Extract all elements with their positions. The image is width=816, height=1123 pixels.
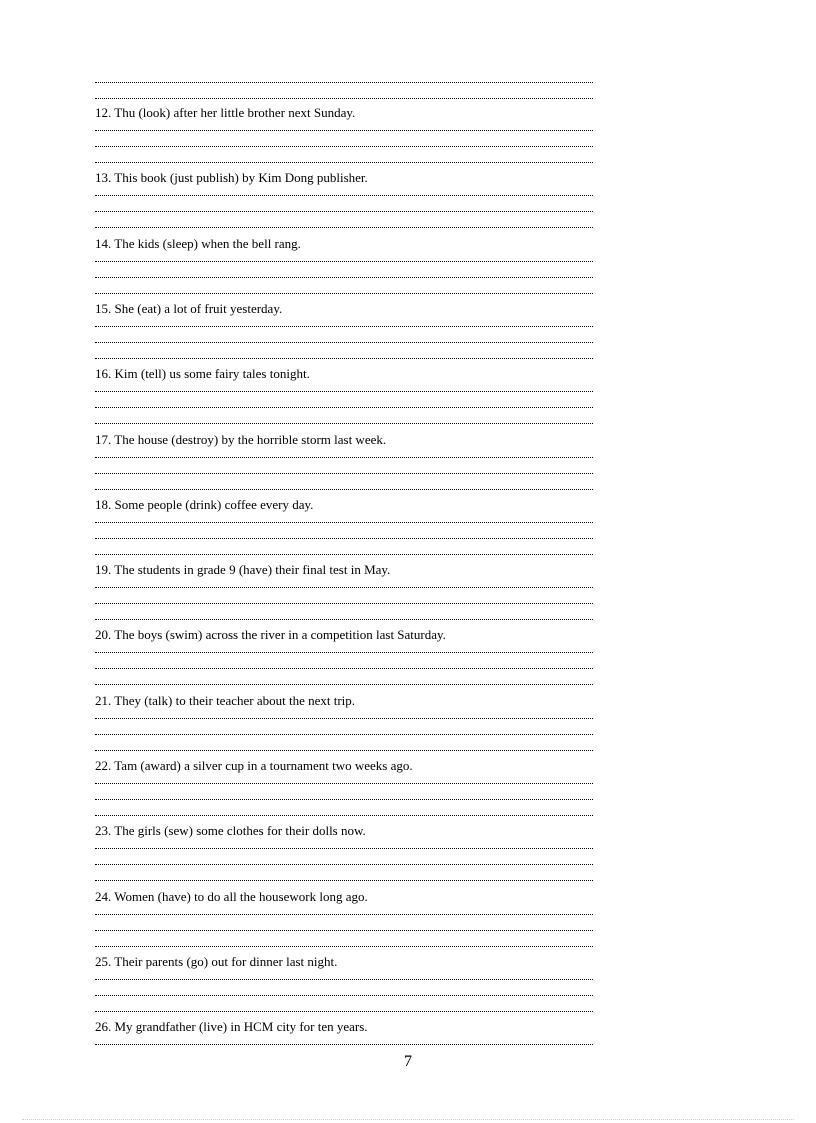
answer-line bbox=[95, 98, 593, 99]
answer-line bbox=[95, 1011, 593, 1012]
answer-line bbox=[95, 979, 593, 980]
answer-line bbox=[95, 1044, 593, 1045]
answer-line bbox=[95, 930, 593, 931]
answer-line bbox=[95, 130, 593, 131]
answer-line bbox=[95, 211, 593, 212]
answer-line bbox=[95, 718, 593, 719]
page-number: 7 bbox=[404, 1053, 412, 1070]
question-12: 12. Thu (look) after her little brother next Sunday. bbox=[95, 105, 356, 120]
answer-line bbox=[95, 391, 593, 392]
question-17: 17. The house (destroy) by the horrible storm last week. bbox=[95, 431, 387, 447]
question-21: 21. They (talk) to their teacher about the next trip. bbox=[95, 692, 356, 708]
answer-line bbox=[95, 162, 593, 163]
answer-line bbox=[95, 538, 593, 539]
answer-line bbox=[95, 146, 593, 147]
answer-line bbox=[95, 489, 593, 490]
question-26: 26. My grandfather (live) in HCM city for ten years. bbox=[95, 1019, 368, 1035]
answer-line bbox=[95, 326, 593, 327]
answer-line bbox=[95, 423, 593, 424]
question-23: 23. The girls (sew) some clothes for their dolls now. bbox=[95, 823, 366, 839]
answer-line bbox=[95, 457, 593, 458]
question-14: 14. The kids (sleep) when the bell rang. bbox=[95, 235, 301, 251]
question-19: 19. The students in grade 9 (have) their final test in May. bbox=[95, 562, 391, 578]
answer-line bbox=[95, 277, 593, 278]
question-22: 22. Tam (award) a silver cup in a tournament two weeks ago. bbox=[95, 758, 413, 773]
question-13: 13. This book (just publish) by Kim Dong publisher. bbox=[95, 170, 368, 186]
answer-line bbox=[95, 342, 593, 343]
answer-line bbox=[95, 261, 593, 262]
answer-line bbox=[95, 815, 593, 816]
answer-line bbox=[95, 227, 593, 228]
answer-line bbox=[95, 783, 593, 784]
answer-line bbox=[95, 946, 593, 947]
answer-line bbox=[95, 473, 593, 474]
answer-line bbox=[95, 684, 593, 685]
answer-line bbox=[95, 734, 593, 735]
answer-line bbox=[95, 358, 593, 359]
question-25: 25. Their parents (go) out for dinner last night. bbox=[95, 953, 338, 969]
answer-line bbox=[95, 554, 593, 555]
answer-line bbox=[95, 587, 593, 588]
answer-line bbox=[95, 864, 593, 865]
answer-line bbox=[95, 750, 593, 751]
answer-line bbox=[95, 293, 593, 294]
answer-line bbox=[95, 195, 593, 196]
answer-line bbox=[95, 880, 593, 881]
answer-line bbox=[95, 995, 593, 996]
answer-line bbox=[95, 652, 593, 653]
question-20: 20. The boys (swim) across the river in a competition last Saturday. bbox=[95, 627, 446, 643]
answer-line bbox=[95, 407, 593, 408]
answer-line bbox=[95, 82, 593, 83]
answer-line bbox=[95, 522, 593, 523]
question-24: 24. Women (have) to do all the housework long ago. bbox=[95, 888, 368, 904]
answer-line bbox=[95, 914, 593, 915]
page-bottom-edge bbox=[22, 1119, 794, 1120]
question-16: 16. Kim (tell) us some fairy tales tonight. bbox=[95, 366, 310, 382]
answer-line bbox=[95, 848, 593, 849]
answer-line bbox=[95, 799, 593, 800]
answer-line bbox=[95, 603, 593, 604]
answer-line bbox=[95, 619, 593, 620]
question-18: 18. Some people (drink) coffee every day. bbox=[95, 496, 314, 512]
answer-line bbox=[95, 668, 593, 669]
question-15: 15. She (eat) a lot of fruit yesterday. bbox=[95, 300, 283, 316]
